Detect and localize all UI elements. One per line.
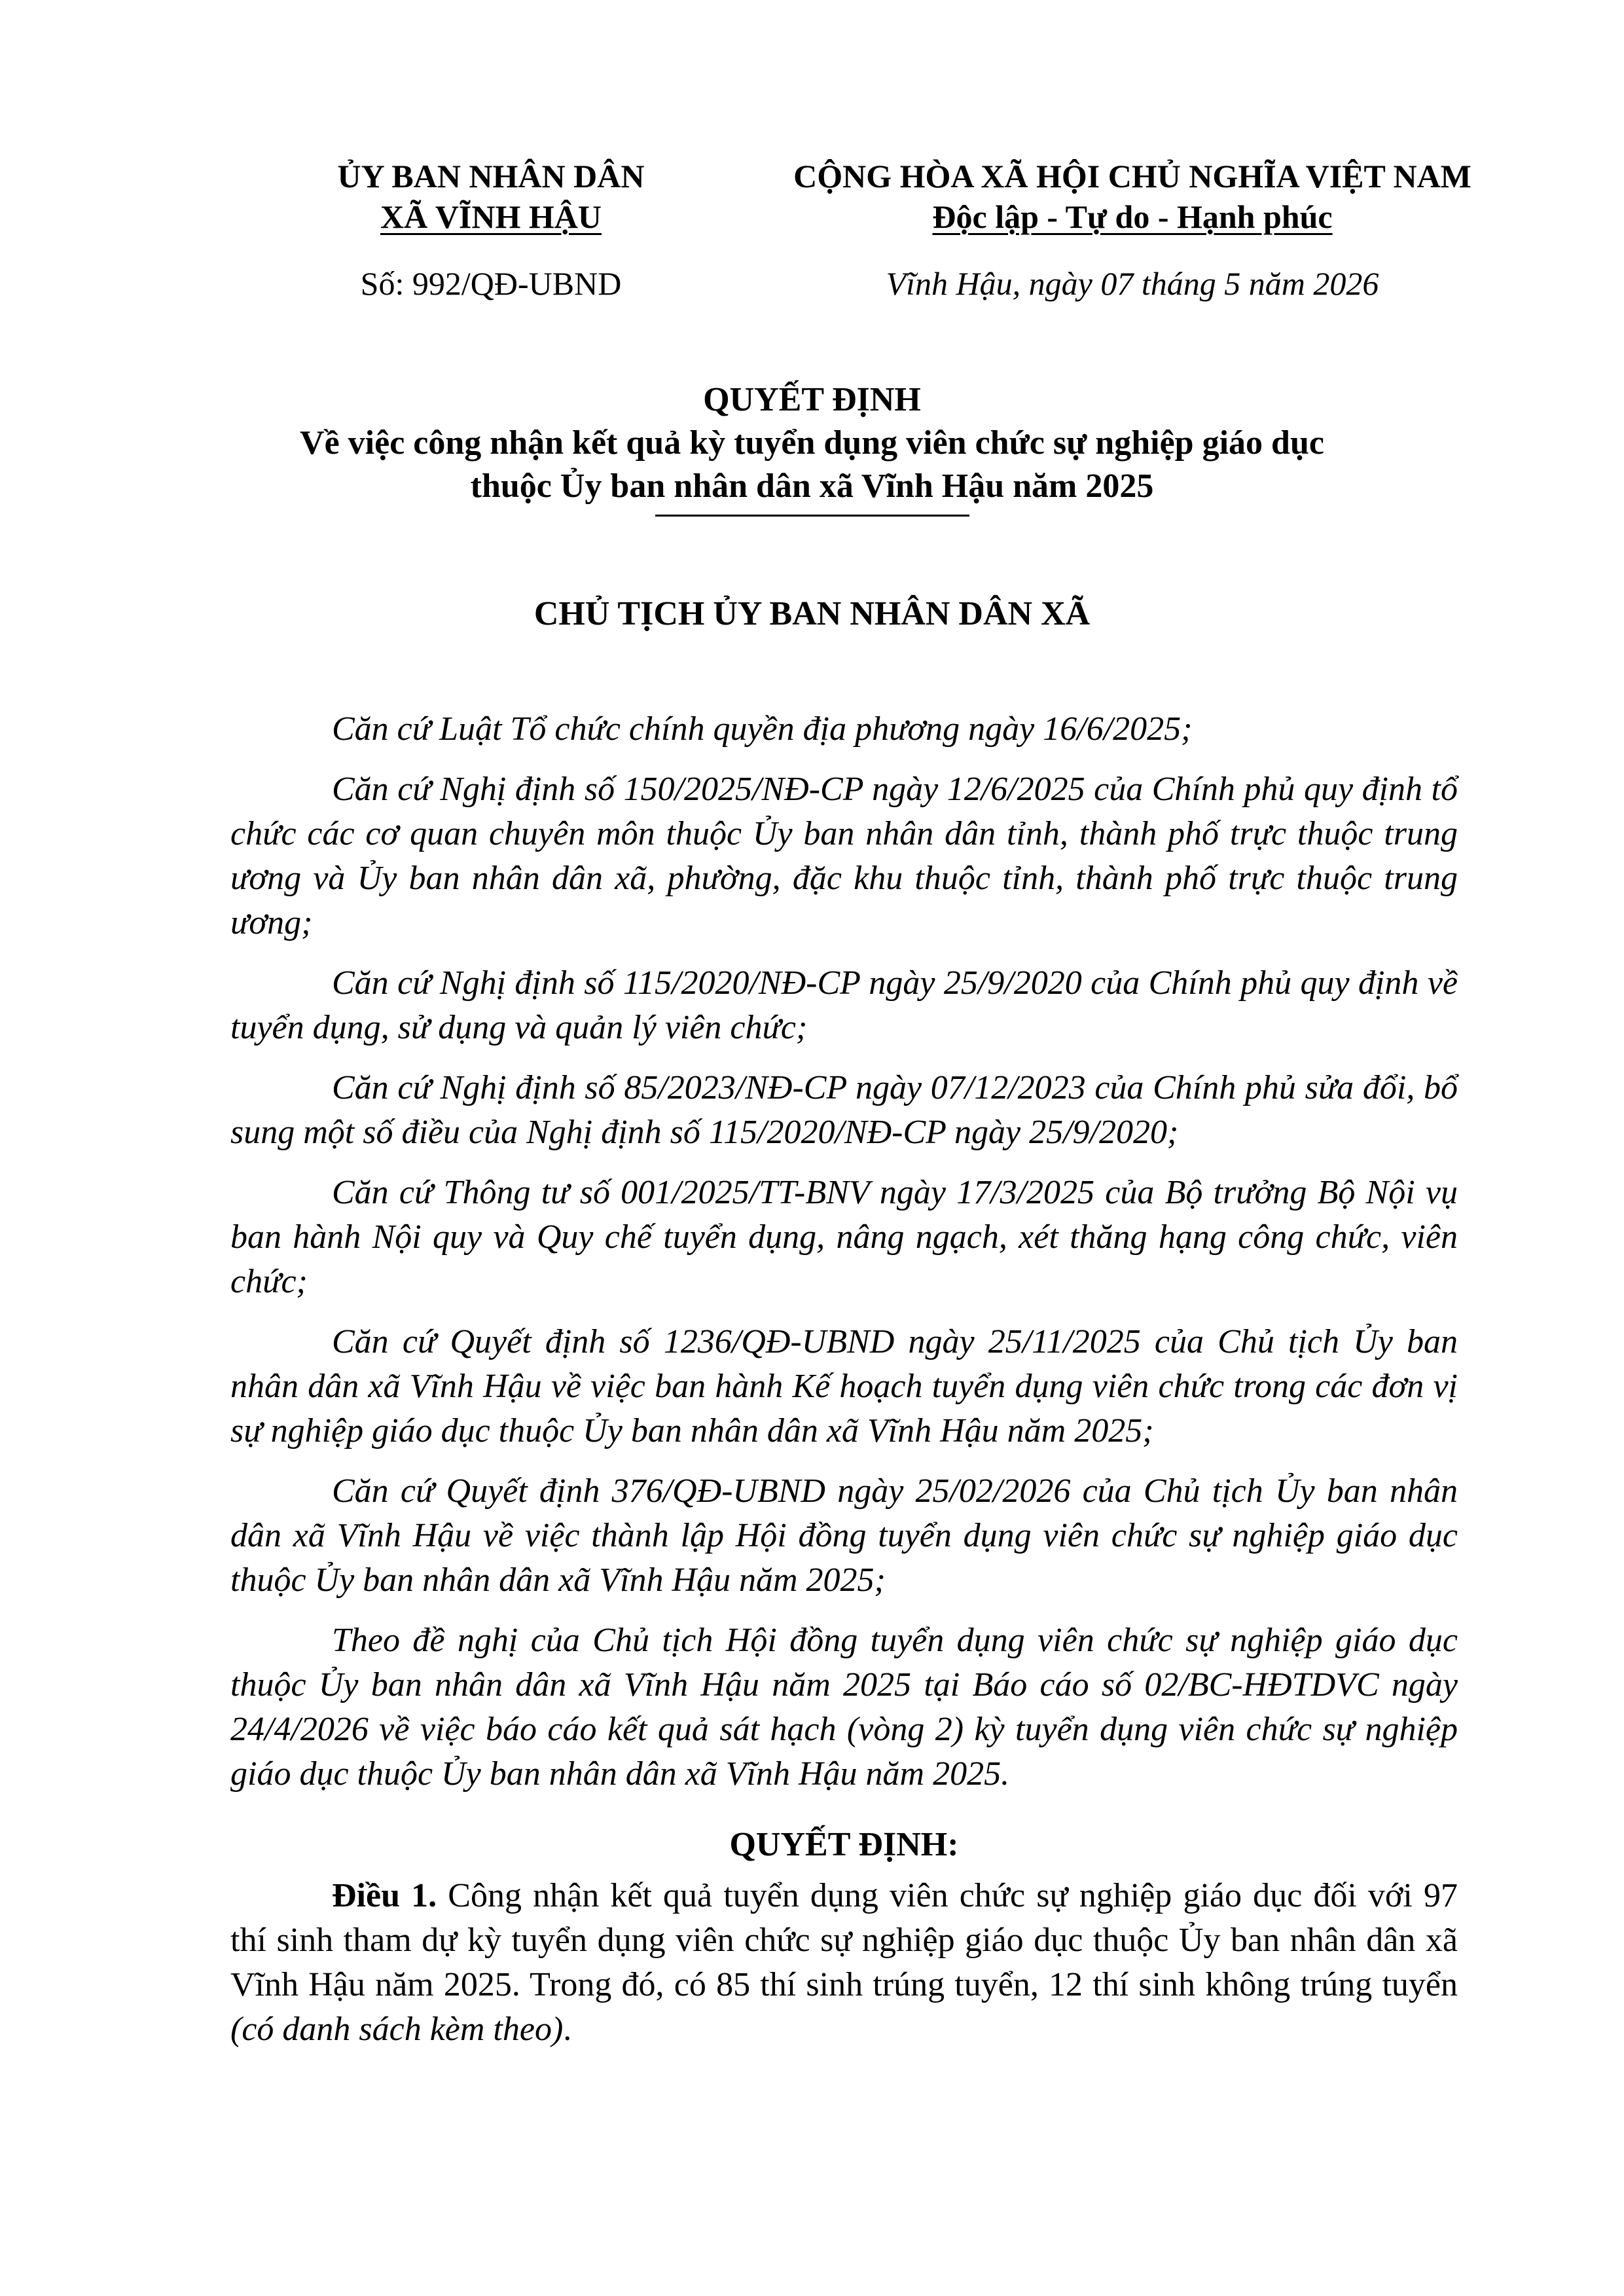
issuer-block	[262, 156, 720, 304]
legal-basis-5: Căn cứ Thông tư số 001/2025/TT-BNV ngày 17/3/2025 của Bộ trưởng Bộ Nội vụ ban hành Nội quy và Quy chế tuyển dụng, nâng ngạch, xét thăng hạng công chức, viên chức;	[230, 1174, 1458, 1300]
document-body	[230, 707, 1458, 2052]
document-date: Vĩnh Hậu, ngày 07 tháng 5 năm 2026	[886, 265, 1379, 302]
legal-basis-4: Căn cứ Nghị định số 85/2023/NĐ-CP ngày 07/12/2023 của Chính phủ sửa đổi, bổ sung một số điều của Nghị định số 115/2020/NĐ-CP ngày 25/9/2020;	[230, 1069, 1458, 1151]
article-1	[230, 1874, 1458, 2052]
document-number: Số: 992/QĐ-UBND	[360, 265, 622, 302]
issuing-authority: CHỦ TỊCH ỦY BAN NHÂN DÂN XÃ	[533, 595, 1091, 632]
legal-basis-6: Căn cứ Quyết định số 1236/QĐ-UBND ngày 25/11/2025 của Chủ tịch Ủy ban nhân dân xã Vĩnh Hậu về việc ban hành Kế hoạch tuyển dụng viên chức trong các đơn vị sự nghiệp giáo dục thuộc Ủy ban nhân dân xã Vĩnh Hậu năm 2025;	[230, 1323, 1458, 1449]
issuer-line-1: ỦY BAN NHÂN DÂN	[337, 158, 645, 194]
legal-basis-3: Căn cứ Nghị định số 115/2020/NĐ-CP ngày 25/9/2020 của Chính phủ quy định về tuyển dụng, sử dụng và quản lý viên chức;	[230, 964, 1458, 1046]
article-1-text: Công nhận kết quả tuyển dụng viên chức sự nghiệp giáo dục đối với 97 thí sinh tham dự kỳ tuyển dụng viên chức sự nghiệp giáo dục thuộc Ủy ban nhân dân xã Vĩnh Hậu năm 2025. Trong đó, có 85 thí sinh trúng tuyển, 12 thí sinh không trúng tuyển	[230, 1877, 1458, 2003]
document-title: QUYẾT ĐỊNH	[703, 381, 921, 418]
legal-basis-8: Theo đề nghị của Chủ tịch Hội đồng tuyển dụng viên chức sự nghiệp giáo dục thuộc Ủy ban nhân dân xã Vĩnh Hậu năm 2025 tại Báo cáo số 02/BC-HĐTDVC ngày 24/4/2026 về việc báo cáo kết quả sát hạch (vòng 2) kỳ tuyển dụng viên chức sự nghiệp giáo dục thuộc Ủy ban nhân dân xã Vĩnh Hậu năm 2025.	[230, 1622, 1458, 1793]
motto-line	[720, 196, 1545, 237]
article-1-end: .	[563, 2011, 572, 2048]
legal-basis-2: Căn cứ Nghị định số 150/2025/NĐ-CP ngày 12/6/2025 của Chính phủ quy định tổ chức các cơ quan chuyên môn thuộc Ủy ban nhân dân tỉnh, thành phố trực thuộc trung ương và Ủy ban nhân dân xã, phường, đặc khu thuộc tỉnh, thành phố trực thuộc trung ương;	[230, 771, 1458, 941]
document-subject-line-2: thuộc Ủy ban nhân dân xã Vĩnh Hậu năm 2025	[470, 467, 1154, 505]
country-name: CỘNG HÒA XÃ HỘI CHỦ NGHĨA VIỆT NAM	[793, 158, 1471, 194]
national-motto-block	[720, 156, 1545, 304]
legal-basis-7: Căn cứ Quyết định 376/QĐ-UBND ngày 25/02/2026 của Chủ tịch Ủy ban nhân dân xã Vĩnh Hậu về việc thành lập Hội đồng tuyển dụng viên chức sự nghiệp giáo dục thuộc Ủy ban nhân dân xã Vĩnh Hậu năm 2025;	[230, 1472, 1458, 1599]
document-subject-line-1: Về việc công nhận kết quả kỳ tuyển dụng viên chức sự nghiệp giáo dục	[300, 424, 1324, 462]
issuer-line-2	[262, 196, 720, 237]
issuer-name: XÃ VĨNH HẬU	[380, 198, 602, 235]
document-title-block	[0, 378, 1624, 517]
title-divider	[655, 515, 969, 517]
article-1-note: (có danh sách kèm theo)	[230, 2011, 564, 2048]
decision-heading: QUYẾT ĐỊNH:	[729, 1826, 959, 1863]
document-header	[0, 156, 1624, 326]
article-1-label: Điều 1.	[332, 1877, 437, 1914]
legal-basis-1: Căn cứ Luật Tổ chức chính quyền địa phương ngày 16/6/2025;	[332, 710, 1193, 748]
motto-text: Độc lập - Tự do - Hạnh phúc	[932, 198, 1333, 235]
